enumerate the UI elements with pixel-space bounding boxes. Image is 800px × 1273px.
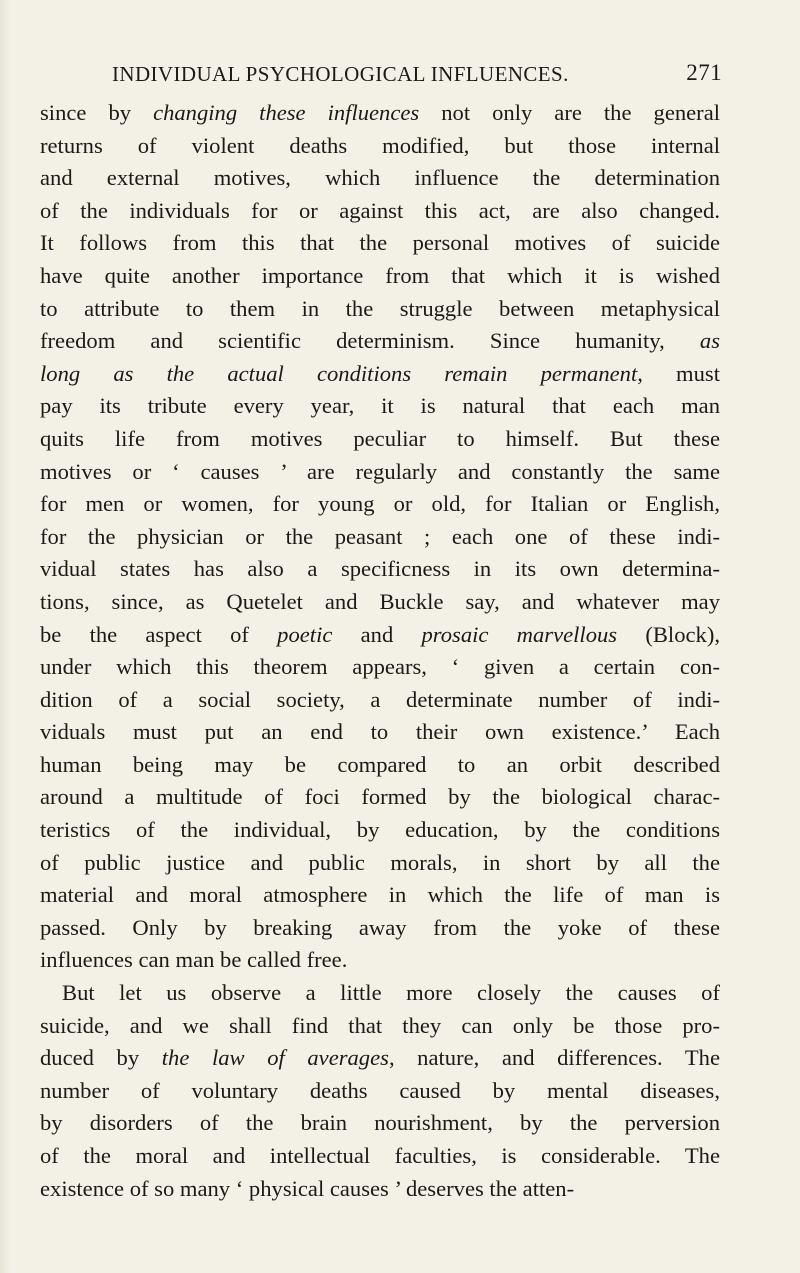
text-line (40, 227, 720, 260)
text-segment: But let us observe a little more closely the causes of (62, 980, 720, 1006)
text-segment: It follows from this that the personal motives of suicide (40, 230, 720, 256)
text-segment: of the moral and intellectual faculties, is considerable. The (40, 1143, 720, 1168)
page-number: 271 (686, 60, 722, 85)
text-line (40, 684, 720, 717)
text-line (40, 130, 720, 163)
text-segment: of public justice and public morals, in short by all the (40, 849, 720, 875)
text-line (40, 325, 720, 358)
text-segment: quits life from motives peculiar to himself. But these (40, 425, 720, 451)
text-line (40, 814, 720, 847)
text-segment: material and moral atmosphere in which the life of man is (40, 882, 720, 908)
italic-text: long as the actual conditions remain permanent (40, 360, 638, 386)
text-line (40, 1010, 720, 1043)
text-line (40, 1042, 720, 1075)
text-segment: passed. Only by breaking away from the yoke of these (40, 914, 720, 940)
text-line (40, 977, 720, 1010)
text-segment: dition of a social society, a determinate number of indi- (40, 686, 720, 712)
text-line (40, 1075, 720, 1108)
text-segment: not only are the general (419, 100, 721, 125)
text-segment: duced by (40, 1045, 162, 1071)
text-line (40, 1173, 720, 1206)
text-line (40, 162, 720, 195)
text-line (40, 619, 720, 652)
text-segment: suicide, and we shall find that they can only be those pro- (40, 1012, 720, 1038)
running-head (112, 58, 722, 94)
text-segment: for men or women, for young or old, for Italian or English, (40, 491, 720, 517)
text-line (40, 456, 720, 489)
text-line (40, 488, 720, 521)
italic-text: as (699, 328, 720, 354)
text-line (40, 521, 720, 554)
text-segment: freedom and scientific determinism. Since humanity, (40, 328, 700, 354)
text-segment: (Block), (617, 621, 720, 647)
text-segment: pay its tribute every year, it is natural that each man (40, 393, 720, 419)
text-line (40, 749, 720, 782)
text-segment: for the physician or the peasant ; each one of these indi- (40, 523, 720, 549)
text-segment: influences can man be called free. (40, 947, 348, 973)
text-line (40, 879, 720, 912)
text-segment: of the individuals for or against this act, are also changed. (40, 197, 720, 223)
text-line (40, 716, 720, 749)
text-segment: and (332, 621, 422, 647)
body-text (40, 97, 720, 1205)
text-line (40, 1140, 720, 1173)
text-segment: tions, since, as Quetelet and Buckle say, and whatever may (40, 588, 720, 614)
italic-text: poetic (277, 621, 333, 647)
text-segment: number of voluntary deaths caused by mental diseases, (40, 1077, 720, 1103)
text-segment: viduals must put an end to their own existence.’ Each (40, 719, 720, 745)
text-segment: have quite another importance from that which it is wished (40, 262, 720, 288)
text-line (40, 423, 720, 456)
text-line (40, 847, 720, 880)
text-segment: under which this theorem appears, ‘ given a certain con- (40, 654, 720, 680)
text-line (40, 390, 720, 423)
text-line (40, 586, 720, 619)
text-segment: around a multitude of foci formed by the biological charac- (40, 784, 720, 810)
text-segment: and external motives, which influence the determination (40, 165, 720, 191)
text-line (40, 651, 720, 684)
text-line (40, 195, 720, 228)
text-line (40, 260, 720, 293)
text-segment: by disorders of the brain nourishment, by the perversion (40, 1110, 720, 1136)
page-gutter-edge (0, 0, 10, 1273)
running-title: INDIVIDUAL PSYCHOLOGICAL INFLUENCES. (112, 62, 569, 86)
text-segment: returns of violent deaths modified, but those internal (40, 132, 720, 158)
text-segment: vidual states has also a specificness in its own determina- (40, 556, 720, 582)
text-line (40, 97, 720, 130)
italic-text: changing these influences (153, 100, 420, 125)
text-line (40, 553, 720, 586)
text-segment: human being may be compared to an orbit described (40, 751, 720, 777)
text-segment: teristics of the individual, by education, by the conditions (40, 817, 720, 843)
italic-text: the law of averages (161, 1045, 389, 1071)
text-line (40, 781, 720, 814)
text-segment: , nature, and differences. The (388, 1045, 721, 1071)
text-line (40, 944, 720, 977)
text-segment: , must (637, 360, 720, 386)
text-segment: existence of so many ‘ physical causes ’ deserves the atten- (40, 1175, 575, 1201)
text-segment: be the aspect of (40, 621, 278, 647)
text-line (40, 912, 720, 945)
text-segment: to attribute to them in the struggle between metaphysical (40, 295, 720, 321)
text-line (40, 293, 720, 326)
text-line (40, 358, 720, 391)
text-segment: motives or ‘ causes ’ are regularly and constantly the same (40, 458, 720, 484)
text-line (40, 1107, 720, 1140)
text-segment: since by (40, 100, 154, 125)
italic-text: prosaic marvellous (421, 621, 618, 647)
